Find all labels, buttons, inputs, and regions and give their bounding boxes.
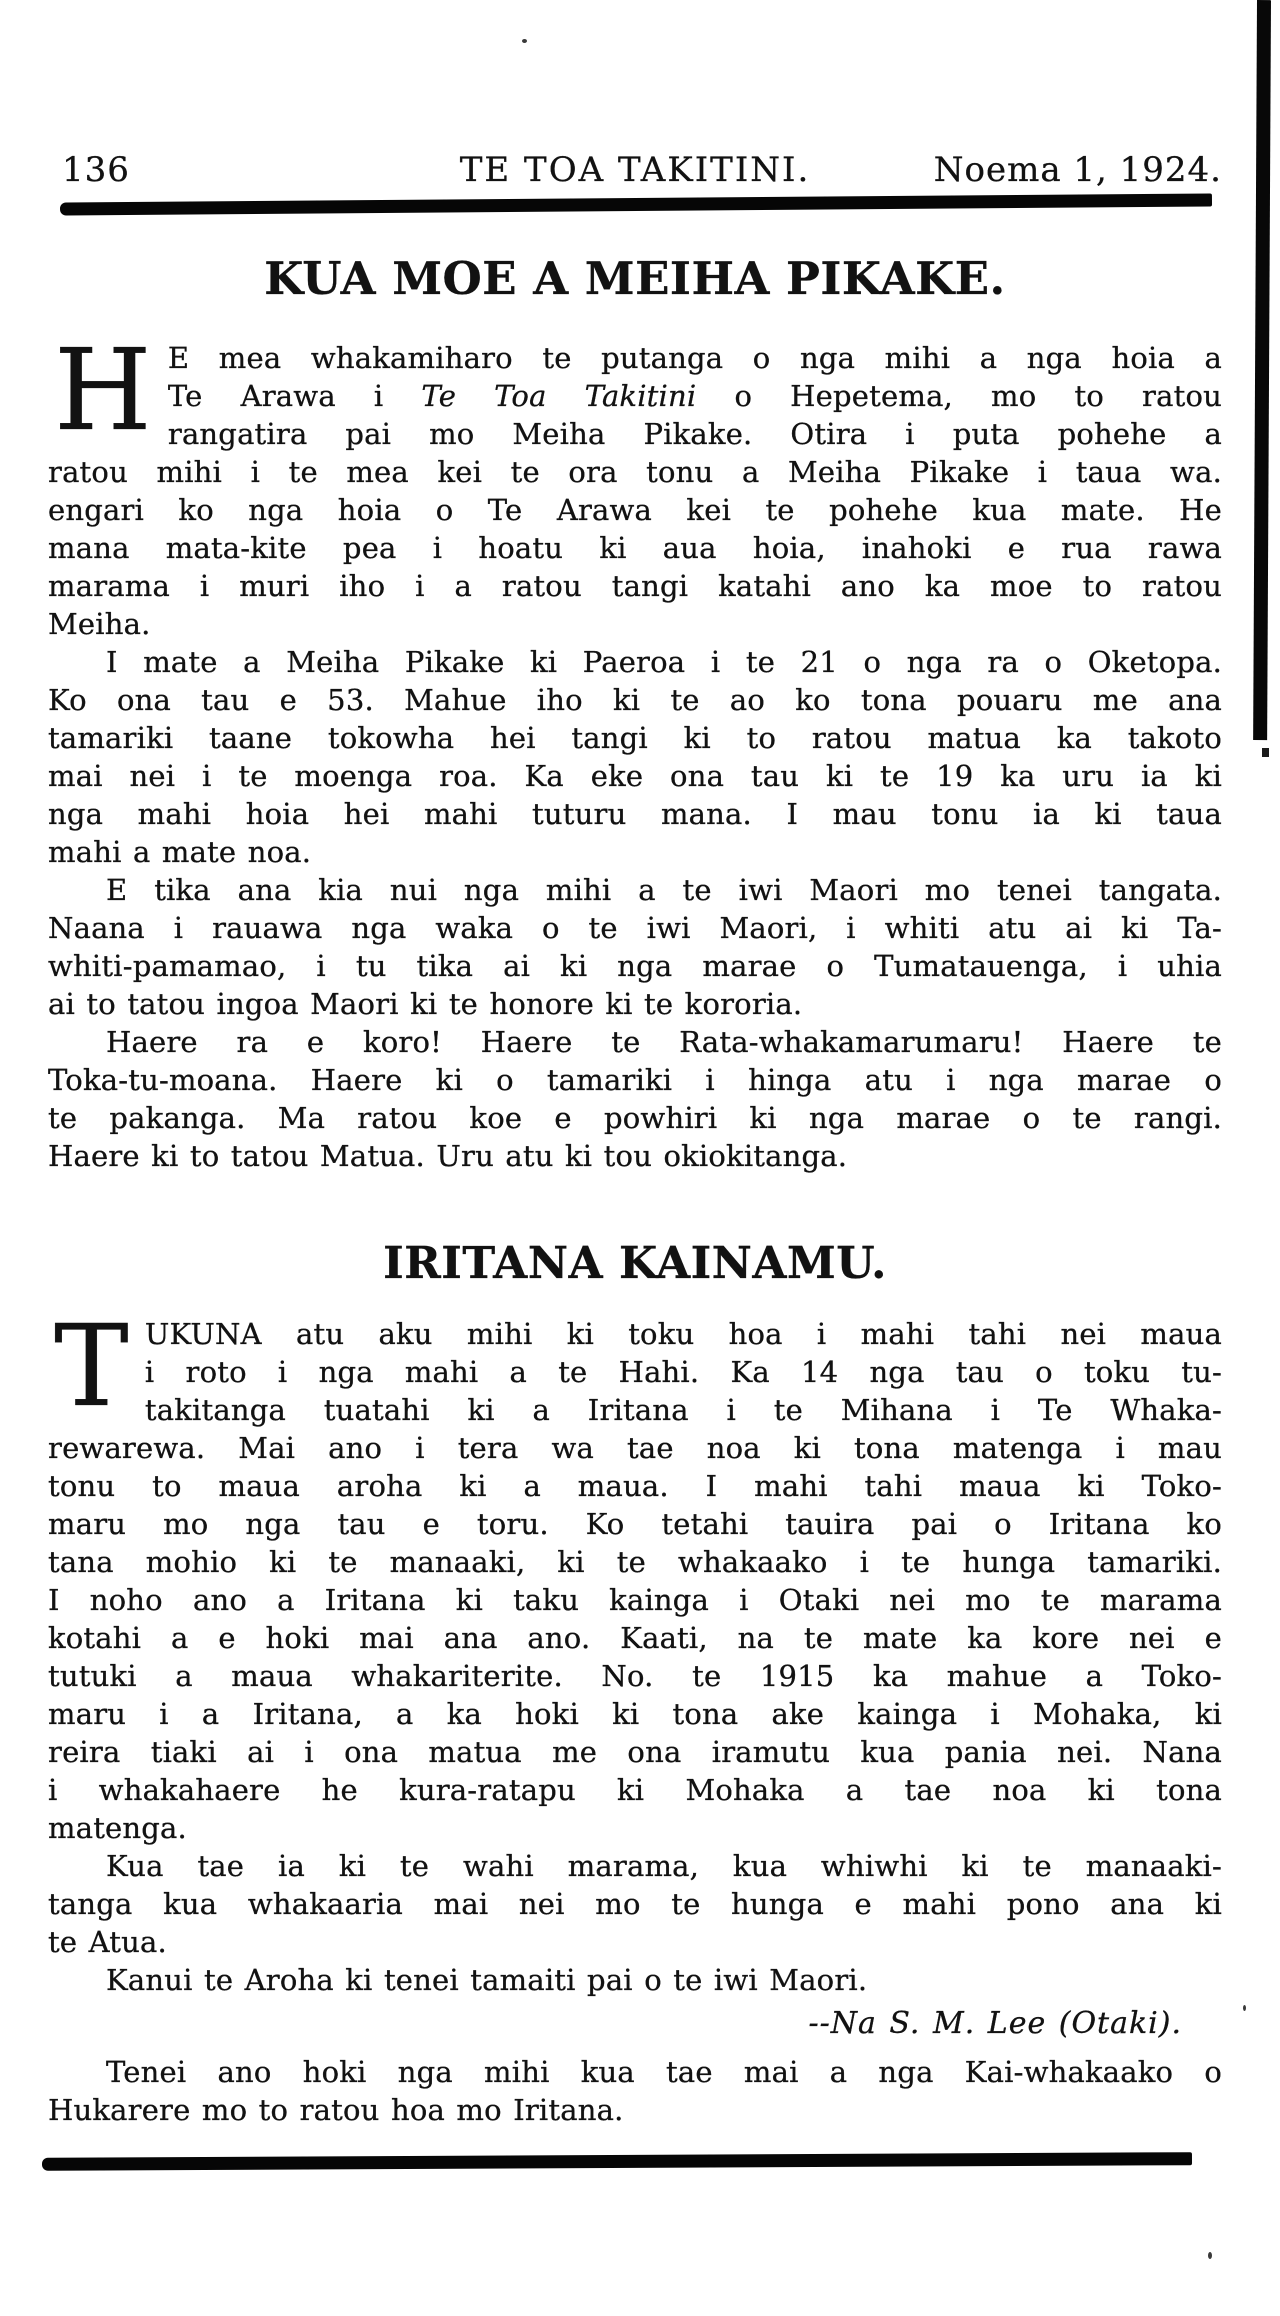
text-line: i whakahaere he kura-ratapu ki Mohaka a tae noa ki tona [48,1773,1222,1807]
text-line: Kanui te Aroha ki tenei tamaiti pai o te iwi Maori. [106,1963,868,1997]
paragraph [48,326,1222,643]
text-line: te pakanga. Ma ratou koe e powhiri ki nga marae o te rangi. [48,1101,1222,1135]
text-line: Naana i rauawa nga waka o te iwi Maori, i whiti atu ai ki Ta- [48,911,1222,945]
author-signature: --Na S. M. Lee (Otaki). [808,2006,1182,2041]
paragraph-lines [48,2053,1222,2129]
article-body [48,1302,1222,2129]
text-line: Hukarere mo to ratou hoa mo Iritana. [48,2093,624,2127]
drop-cap-letter: T [54,1302,129,1432]
paragraph-lines [48,1847,1222,1961]
paragraph [48,643,1222,871]
text-line: Meiha. [48,607,151,641]
text-line: I mate a Meiha Pikake ki Paeroa i te 21 o nga ra o Oketopa. [106,645,1222,679]
text-line: marama i muri iho i a ratou tangi katahi ano ka moe to ratou [48,569,1222,603]
text-line: matenga. [48,1811,187,1845]
text-line: tonu to maua aroha ki a maua. I mahi tahi maua ki Toko- [48,1469,1222,1503]
text-line: Haere ra e koro! Haere te Rata-whakamarumaru! Haere te [106,1025,1222,1059]
paragraph-lines [48,1023,1222,1175]
text-line: tutuki a maua whakariterite. No. te 1915 ka mahue a Toko- [48,1659,1222,1693]
text-line: mahi a mate noa. [48,835,312,869]
paragraph [48,1847,1222,1961]
text-line: te Atua. [48,1925,167,1959]
text-line: ratou mihi i te mea kei te ora tonu a Meiha Pikake i taua wa. [48,455,1222,489]
scan-speck [1208,2252,1212,2259]
paragraph-lines [48,1302,1222,1847]
paragraph-lines [48,326,1222,643]
paragraph [48,1302,1222,1847]
paragraph [48,2053,1222,2129]
article-title: KUA MOE A MEIHA PIKAKE. [264,252,1006,305]
text-line: takitanga tuatahi ki a Iritana i te Mihana i Te Whaka- [144,1393,1222,1427]
footer-rule [42,2152,1192,2171]
text-line: UKUNA atu aku mihi ki toku hoa i mahi tahi nei maua [144,1317,1222,1351]
text-line: E tika ana kia nui nga mihi a te iwi Maori mo tenei tangata. [106,873,1222,907]
paragraph-lines [48,643,1222,871]
paragraph [48,1961,1222,1999]
header-rule [60,193,1212,215]
scan-speck [1243,2005,1246,2011]
paragraph [48,871,1222,1023]
article-body [48,326,1222,1175]
scan-edge-dash [1262,748,1269,757]
issue-date: Noema 1, 1924. [933,150,1222,190]
masthead-title: TE TOA TAKITINI. [459,150,811,190]
text-line: tanga kua whakaaria mai nei mo te hunga e mahi pono ana ki [48,1887,1222,1921]
paragraph-lines [48,1961,1222,1999]
drop-cap-letter: H [54,326,152,456]
text-line: whiti-pamamao, i tu tika ai ki nga marae o Tumatauenga, i uhia [48,949,1222,983]
text-line: reira tiaki ai i ona matua me ona iramutu kua pania nei. Nana [48,1735,1222,1769]
text-line: tamariki taane tokowha hei tangi ki to ratou matua ka takoto [48,721,1222,755]
text-line: mana mata-kite pea i hoatu ki aua hoia, inahoki e rua rawa [48,531,1222,565]
text-line: kotahi a e hoki mai ana ano. Kaati, na te mate ka kore nei e [48,1621,1222,1655]
text-line: Ko ona tau e 53. Mahue iho ki te ao ko tona pouaru me ana [48,683,1222,717]
article-kua-moe-a-meiha-pikake [48,252,1222,1175]
text-line: Kua tae ia ki te wahi marama, kua whiwhi ki te manaaki- [106,1849,1222,1883]
text-line: maru mo nga tau e toru. Ko tetahi tauira pai o Iritana ko [48,1507,1222,1541]
article-title: IRITANA KAINAMU. [383,1238,887,1289]
text-line: Toka-tu-moana. Haere ki o tamariki i hinga atu i nga marae o [48,1063,1222,1097]
text-line: ai to tatou ingoa Maori ki te honore ki te kororia. [48,987,803,1021]
page-number: 136 [62,150,130,190]
text-line: engari ko nga hoia o Te Arawa kei te pohehe kua mate. He [48,493,1222,527]
text-line: nga mahi hoia hei mahi tuturu mana. I mau tonu ia ki taua [48,797,1222,831]
text-line: rangatira pai mo Meiha Pikake. Otira i puta pohehe a [167,417,1222,451]
scan-speck [522,39,527,43]
text-line: Tenei ano hoki nga mihi kua tae mai a nga Kai-whakaako o [106,2055,1222,2089]
article-iritana-kainamu [48,1238,1222,2129]
paragraph [48,1023,1222,1175]
paragraph-lines [48,871,1222,1023]
text-line: Haere ki to tatou Matua. Uru atu ki tou okiokitanga. [48,1139,848,1173]
text-line: rewarewa. Mai ano i tera wa tae noa ki tona matenga i mau [48,1431,1222,1465]
text-line: i roto i nga mahi a te Hahi. Ka 14 nga tau o toku tu- [144,1355,1222,1389]
text-line: tana mohio ki te manaaki, ki te whakaako i te hunga tamariki. [48,1545,1222,1579]
text-line: Te Arawa i Te Toa Takitini o Hepetema, mo to ratou [167,379,1222,413]
text-line: I noho ano a Iritana ki taku kainga i Otaki nei mo te marama [48,1583,1222,1617]
page-header [48,0,1222,188]
text-line: E mea whakamiharo te putanga o nga mihi a nga hoia a [167,341,1222,375]
text-line: mai nei i te moenga roa. Ka eke ona tau ki te 19 ka uru ia ki [48,759,1222,793]
text-line: maru i a Iritana, a ka hoki ki tona ake kainga i Mohaka, ki [48,1697,1222,1731]
